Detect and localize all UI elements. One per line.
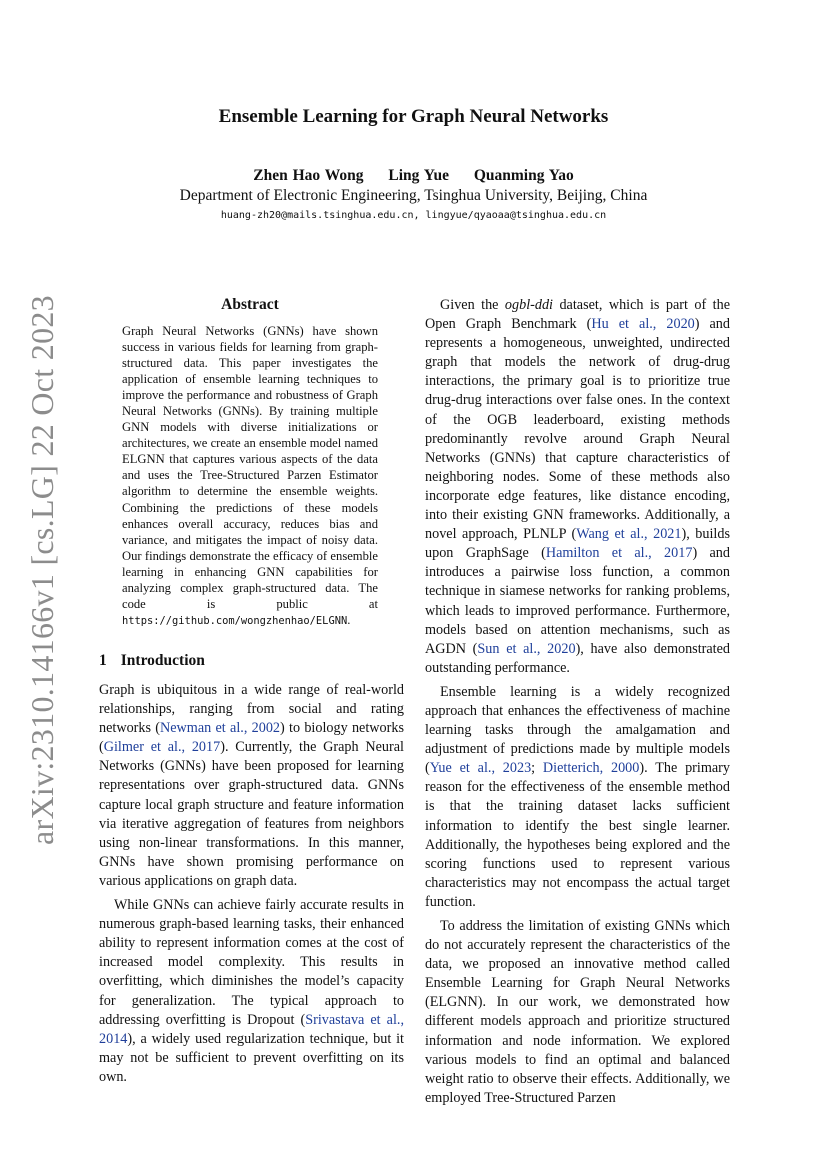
text-run: Given the [440,297,505,313]
text-run: To address the limitation of existing GNNs which do not accurately represent the characteristics of the data, we proposed an innovative method called Ensemble Learning for Graph Neural Networks (ELGNN). In our work, we demonstrated how different models approach and prioritize structured information and node information. We explored various models to find an optimal and balanced weight ratio to observe their effects. Additionally, we employed Tree-Structured Parzen [425,918,730,1106]
text-run: ), have also demonstrated outstanding performance. [425,640,731,676]
author-name: Zhen Hao Wong [253,167,364,184]
arxiv-side-label: arXiv:2310.14166v1 [cs.LG] 22 Oct 2023 [24,295,60,845]
citation-link[interactable]: Sun et al., 2020 [477,640,576,657]
text-run: ), a widely used regularization technique, but it may not be sufficient to prevent overfitting on its own. [99,1030,404,1085]
right-column [425,296,730,1108]
text-run: ) and introduces a pairwise loss function, a common technique in siamese networks for ranking problems, which leads to improved performance. Furthermore, models based on attention mechanisms, such as AGDN ( [425,545,730,657]
paragraph [425,683,730,912]
abstract-end: . [347,612,351,627]
section-title: Introduction [120,652,205,669]
citation-link[interactable]: Newman et al., 2002 [160,720,281,737]
citation-link[interactable]: Dietterich, 2000 [542,760,640,777]
abstract-heading: Abstract [221,296,279,313]
author-emails: huang-zh20@mails.tsinghua.edu.cn, lingyue/qyaoaa@tsinghua.edu.cn [220,210,607,221]
text-run: ) and represents a homogeneous, unweighted, undirected graph that models the network of drug-drug interactions, the primary goal is to prioritize true drug-drug interactions over false ones. In the context of the OGB leaderboard, existing methods predominantly revolve around Graph Neural Networks (GNNs) that capture characteristics of neighboring nodes. Some of these methods also incorporate edge features, like distance encoding, into their existing GNN frameworks. Additionally, a novel approach, PLNLP ( [425,316,730,543]
paragraph [99,896,404,1087]
paragraph [425,296,730,678]
author-name: Quanming Yao [473,167,574,184]
text-run: Ensemble learning is a widely recognized approach that enhances the effectiveness of machine learning tasks through the amalgamation and adjustment of predictions made by multiple models ( [425,683,730,777]
citation-link[interactable]: Hamilton et al., 2017 [545,545,693,562]
text-run: ; [531,760,543,777]
code-url-link[interactable]: https://github.com/wongzhenhao/ELGNN [122,614,348,627]
citation-link[interactable]: Wang et al., 2021 [576,526,682,543]
text-run: While GNNs can achieve fairly accurate results in numerous graph-based learning tasks, their enhanced ability to represent information comes at the cost of increased model complexity. This results in overfitting, which diminishes the model’s capacity for generalization. The typical approach to addressing overfitting is Dropout ( [99,897,404,1028]
citation-link[interactable]: Yue et al., 2023 [429,760,532,777]
left-column [99,681,404,1087]
text-run: ). Currently, the Graph Neural Networks (GNNs) have been proposed for learning representations over graph-structured data. GNNs capture local graph structure and feature information via iterative aggregation of features from neighbors using non-linear transformations. In this manner, GNNs have shown promising performance on various applications on graph data. [99,739,404,889]
author-name: Ling Yue [388,167,449,184]
text-run: Graph is ubiquitous in a wide range of real-world relationships, ranging from social and rating networks ( [99,682,404,737]
text-run: dataset, which is part of the Open Graph Benchmark ( [425,297,730,333]
text-run: ), builds upon GraphSage ( [425,526,730,562]
italic-term: ogbl-ddi [504,297,553,313]
citation-link[interactable]: Srivastava et al., 2014 [99,1011,404,1047]
section-heading [99,652,205,670]
author-list [0,167,827,185]
text-run: ) to biology networks ( [99,720,404,756]
abstract-text: Graph Neural Networks (GNNs) have shown success in various fields for learning from graph-structured data. This paper investigates the application of ensemble learning techniques to improve the performance and robustness of Graph Neural Networks (GNNs). By training multiple GNN models with diverse initializations or architectures, we create an ensemble model named ELGNN that captures various aspects of the data and uses the Tree-Structured Parzen Estimator algorithm to determine the ensemble weights. Combining the predictions of these models enhances overall accuracy, reduces bias and variance, and mitigates the impact of noisy data. Our findings demonstrate the efficacy of ensemble learning in enhancing GNN capabilities for analyzing complex graph-structured data. The code is public at [122,324,378,611]
affiliation: Department of Electronic Engineering, Tsinghua University, Beijing, China [179,187,648,204]
paragraph [99,681,404,891]
paper-title: Ensemble Learning for Graph Neural Networks [218,106,609,127]
citation-link[interactable]: Gilmer et al., 2017 [103,739,221,756]
abstract-body [122,323,378,629]
section-number: 1 [99,652,107,669]
paragraph [425,917,730,1108]
citation-link[interactable]: Hu et al., 2020 [591,316,695,333]
text-run: ). The primary reason for the effectiveness of the ensemble method is that the training dataset lacks sufficient information to identify the best single learner. Additionally, the hypotheses being explored and the scoring functions used to represent various characteristics may not encompass the actual target function. [425,760,730,910]
